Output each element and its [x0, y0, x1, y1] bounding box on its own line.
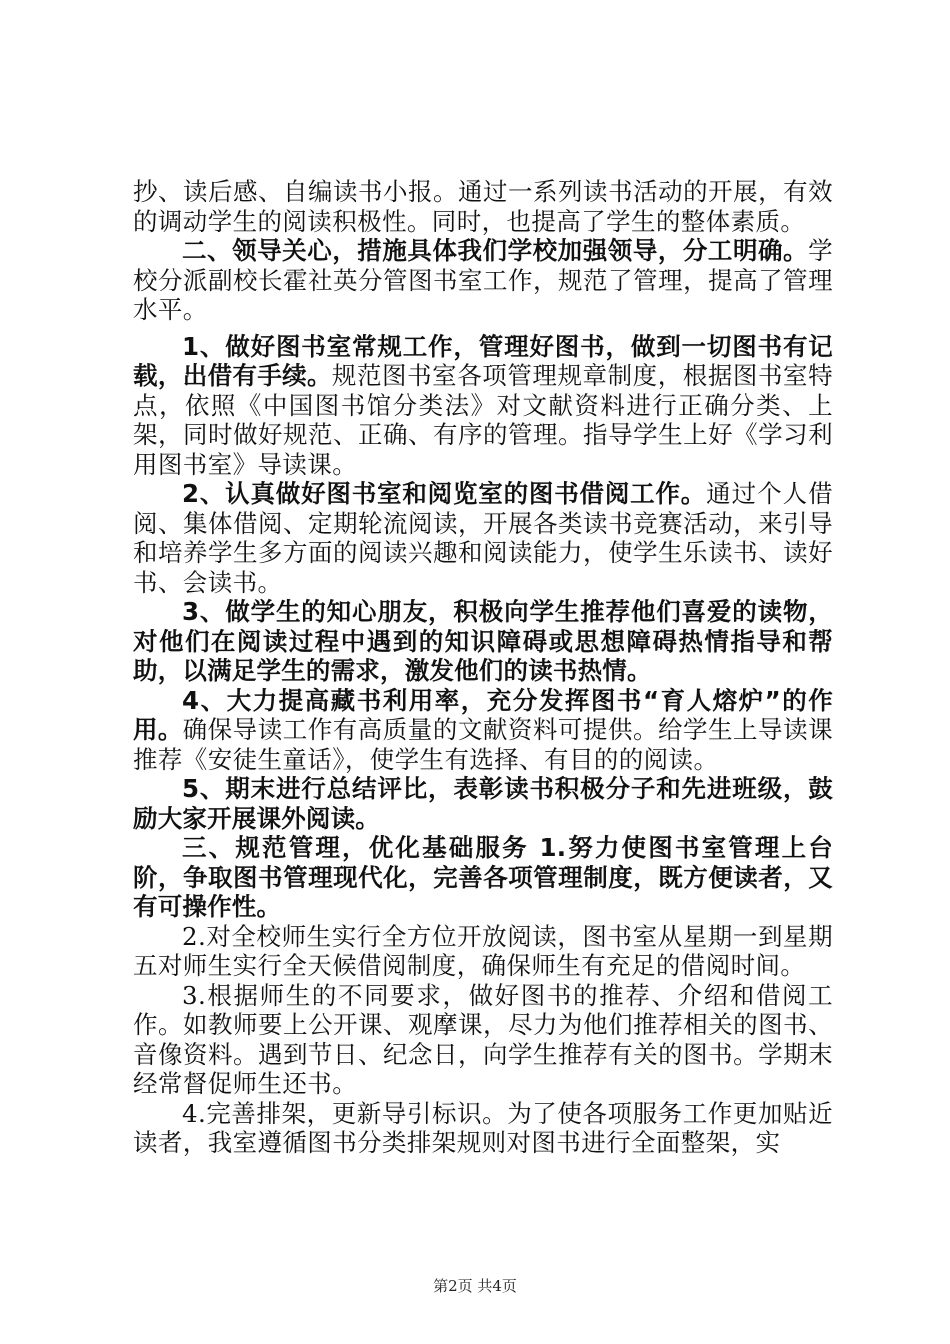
paragraph-11: 4.完善排架，更新导引标识。为了使各项服务工作更加贴近读者，我室遵循图书分类排架规则对图书进行全面整架，实 [133, 1098, 833, 1157]
page-footer: 第2页 共4页 [433, 1277, 517, 1295]
paragraph-2: 二、领导关心，措施具体我们学校加强领导，分工明确。学校分派副校长霍社英分管图书室工作，规范了管理，提高了管理水平。 [133, 236, 833, 324]
paragraph-3: 1、做好图书室常规工作，管理好图书，做到一切图书有记载，出借有手续。规范图书室各项管理规章制度，根据图书室特点，依照《中国图书馆分类法》对文献资料进行正确分类、上架，同时做好规范、正确、有序的管理。指导学生上好《学习利用图书室》导读课。 [133, 331, 833, 479]
item-3-heading: 3、做学生的知心朋友，积极向学生推荐他们喜爱的读物，对他们在阅读过程中遇到的知识障碍或思想障碍热情指导和帮助，以满足学生的需求，激发他们的读书热情。 [133, 597, 833, 685]
item-5-heading: 5、期末进行总结评比，表彰读书积极分子和先进班级，鼓励大家开展课外阅读。 [133, 774, 833, 833]
paragraph-7 [133, 774, 833, 833]
item-1-heading: 1、做好图书室常规工作，管理好图书，做到一切图书有记载，出借有手续。 [133, 331, 833, 390]
paragraph-6: 4、大力提高藏书利用率，充分发挥图书“育人熔炉”的作用。确保导读工作有高质量的文献资料可提供。给学生上导读课推荐《安徒生童话》，使学生有选择、有目的的阅读。 [133, 685, 833, 774]
paragraph-1: 抄、读后感、自编读书小报。通过一系列读书活动的开展，有效的调动学生的阅读积极性。同时，也提高了学生的整体素质。 [133, 177, 833, 236]
paragraph-4: 2、认真做好图书室和阅览室的图书借阅工作。通过个人借阅、集体借阅、定期轮流阅读，开展各类读书竞赛活动，来引导和培养学生多方面的阅读兴趣和阅读能力，使学生乐读书、读好书、会读书。 [133, 479, 834, 597]
paragraph-5 [133, 597, 833, 686]
heading-two: 二、领导关心，措施具体我们学校加强领导，分工明确。 [182, 236, 809, 265]
paragraph-9: 2.对全校师生实行全方位开放阅读，图书室从星期一到星期五对师生实行全天候借阅制度，确保师生有充足的借阅时间。 [133, 921, 833, 980]
item-2-heading: 2、认真做好图书室和阅览室的图书借阅工作。 [182, 479, 707, 508]
heading-three: 三、规范管理，优化基础服务 1.努力使图书室管理上台阶，争取图书管理现代化，完善各项管理制度，既方便读者，又有可操作性。 [133, 833, 833, 921]
document-body [133, 177, 833, 1158]
paragraph-8 [133, 833, 833, 922]
item-4-heading: 4、大力提高藏书利用率，充分发挥图书“育人熔炉”的作用。 [133, 685, 833, 744]
paragraph-10: 3.根据师生的不同要求，做好图书的推荐、介绍和借阅工作。如教师要上公开课、观摩课，尽力为他们推荐相关的图书、音像资料。遇到节日、纪念日，向学生推荐有关的图书。学期末经常督促师生还书。 [133, 980, 833, 1098]
